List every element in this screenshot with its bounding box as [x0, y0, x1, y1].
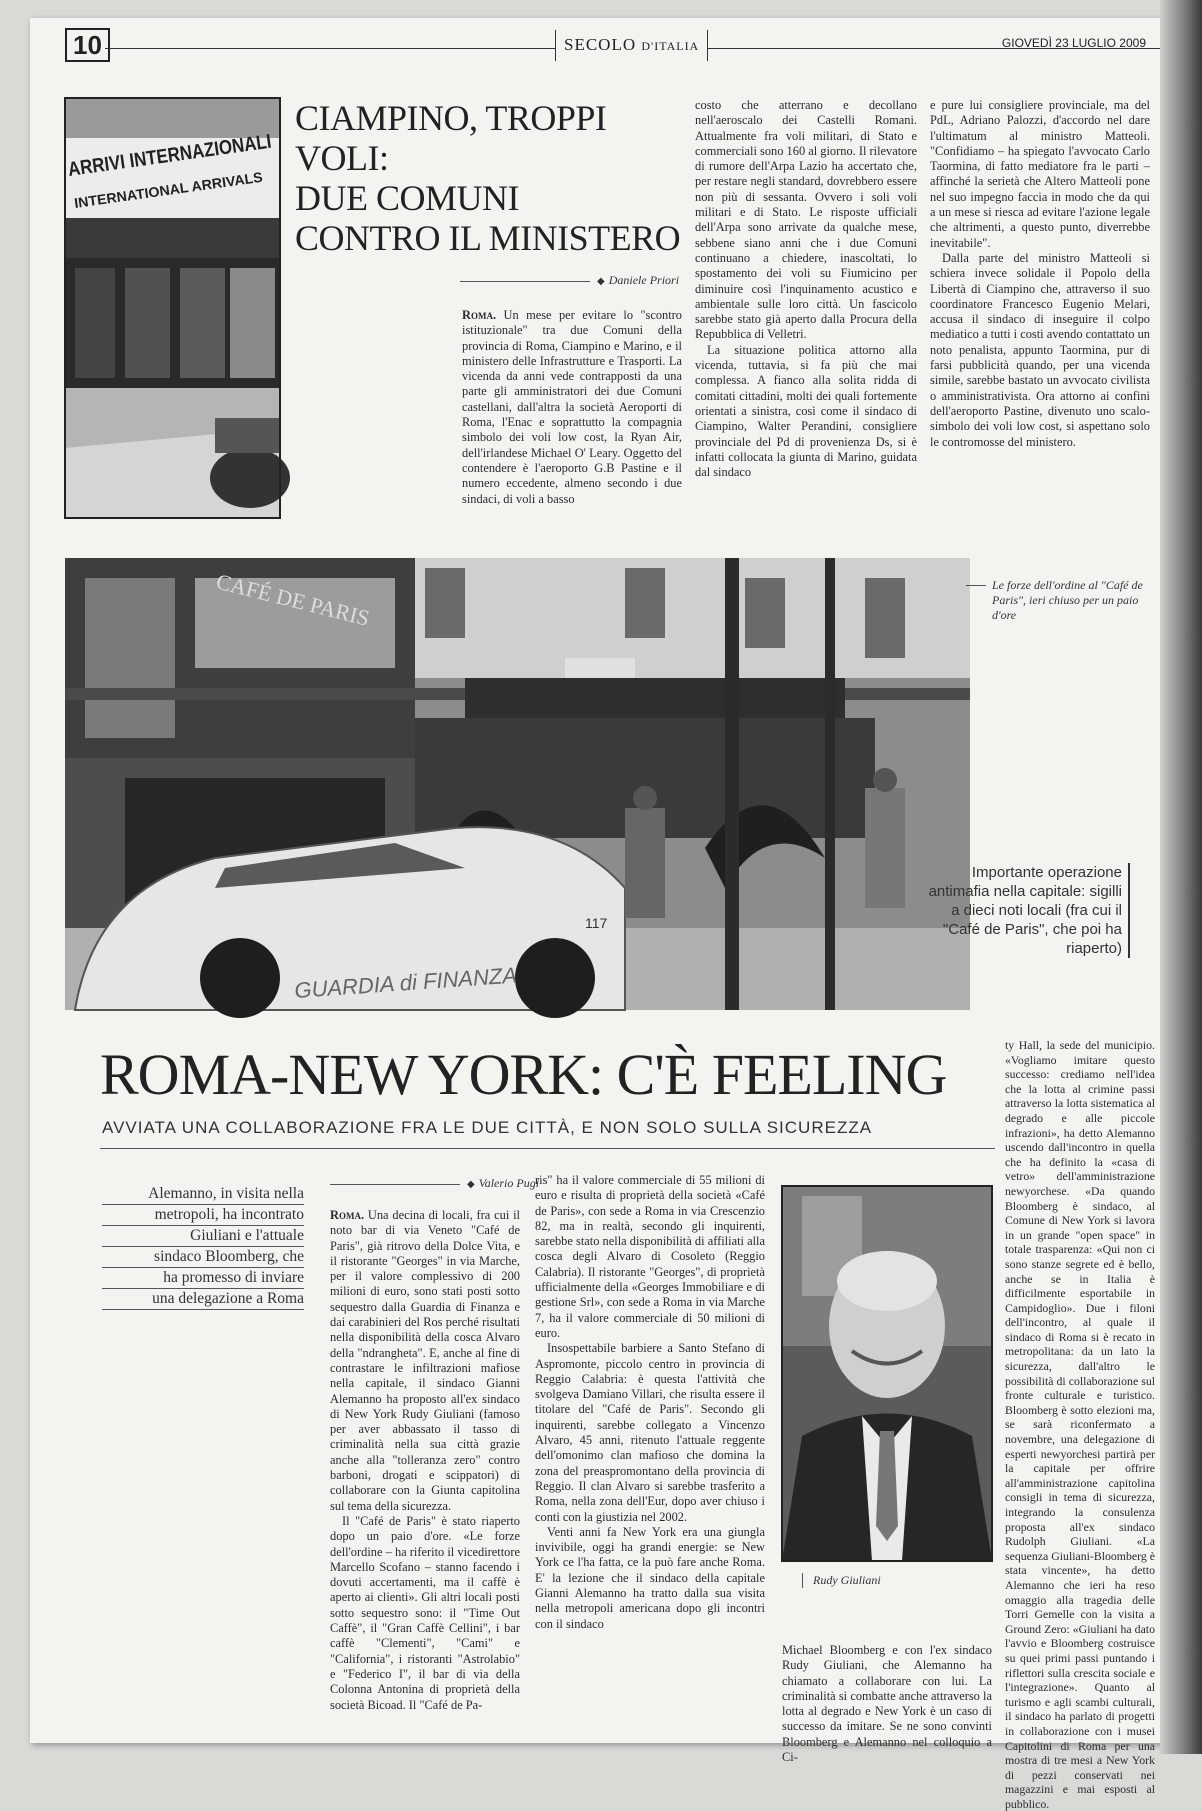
giuliani-photo	[782, 1186, 992, 1561]
article1-paragraph: La situazione politica attorno alla vicenda, tuttavia, si fa più che mai complessa. A fianco alla solita ridda di comitati cittadini, molti dei quali fortemente orientati a sinistra, così come il sindaco di Ciampino, Walter Perandini, consigliere provinciale del Pd di provenienza Ds, si è infatti collocata la giunta di Marino, guidata dal sindaco	[695, 342, 917, 480]
paper-name-suffix: D'ITALIA	[641, 39, 700, 53]
article1-author: Daniele Priori	[608, 273, 680, 287]
binding-shadow	[1160, 0, 1202, 1754]
article2-column-2	[535, 1173, 765, 1736]
article2-column-4	[1005, 1038, 1155, 1811]
pullquote-line: Giuliani e l'attuale	[102, 1226, 304, 1247]
article1-paragraph: Dalla parte del ministro Matteoli si schiera invece solidale il Popolo della Libertà di Ciampino che, attraverso il suo coordinatore Francesco Eugenio Melari, accusa il sindaco di inseguire il colpo mediatico a tutti i costi avendo contattato un noto penalista, appunto Taormina, pur di farsi pubblicità quando, per una vicenda simile, sarebbe bastato un avvocato civilista o amministrativista. Ora attorno ai confini dell'aeroporto Pastine, divenuto uno scalo-simbolo dei voli low cost, si aspettano solo le contromosse del ministero.	[930, 250, 1150, 449]
paper-name: SECOLO	[564, 35, 637, 54]
article1-paragraph: e pure lui consigliere provinciale, ma del PdL, Adriano Palozzi, d'accordo nel dare l'ultimatum al ministro Matteoli. "Confidiamo – ha spiegato l'avvocato Carlo Taormina, di fatto mediatore fra le parti – affinché la serietà che Altero Matteoli pone nel suo impegno faccia in modo che da qui a un mese si riesca ad evitare l'azione legale che altrimenti, a questo punto, diverrebbe inevitabile".	[930, 98, 1150, 250]
car-number: 117	[585, 915, 608, 931]
article2-column-3	[782, 1643, 992, 1765]
article1-paragraph: costo che atterrano e decollano nell'aeroscalo dei Castelli Romani. Attualmente fra voli militari, di Stato e commerciali sono 160 al giorno. Il rilevatore di rumore dell'Arpa Lazio ha accertato che, per restare negli standard, dovrebbero essere non più di sessanta. Ovvero i soli voli militari e di Stato. Le risposte ufficiali dell'Arpa sono arrivate da qualche mese, sebbene siano anni che i due Comuni continuano a chiedere, inascoltati, lo spostamento dei voli su Fiumicino per diminuire così l'inquinamento acustico e ambientale sulle loro città. Un fascicolo sarebbe stato già aperto dalla Procura della Repubblica di Velletri.	[695, 98, 917, 342]
article2-paragraph: Venti anni fa New York era una giungla invivibile, oggi ha grandi energie: se New York ce l'ha fatta, ce la può fare anche Roma. E' la lezione che il sindaco della capitale Gianni Alemanno ha tratto dalla sua visita nella metropoli americana dopo gli incontri con il sindaco	[535, 1524, 765, 1631]
headline-line: CONTRO IL MINISTERO	[295, 218, 681, 258]
masthead-title	[555, 30, 708, 61]
article2-column-1	[330, 1208, 520, 1736]
article1-column-1	[462, 308, 682, 518]
arrivals-sign-text: ARRIVI INTERNAZIONALI	[66, 125, 310, 181]
article1-column-3	[930, 98, 1150, 518]
newspaper-page	[30, 18, 1190, 1811]
headline-line: DUE COMUNI	[295, 178, 519, 218]
pullquote-line: Alemanno, in visita nella	[102, 1184, 304, 1205]
headline-line: CIAMPINO, TROPPI VOLI:	[295, 98, 607, 178]
page-number: 10	[65, 28, 110, 62]
giuliani-photo-caption: Rudy Giuliani	[802, 1573, 881, 1588]
article2-byline	[330, 1176, 539, 1191]
article2-paragraph: Insospettabile barbiere a Santo Stefano di Aspromonte, piccolo centro in provincia di Reggio Calabria: è questa l'attività che svolgeva Damiano Villari, che risulta essere il titolare del "Café de Paris". Secondo gli inquirenti, sarebbe collegato a Vincenzo Alvaro, 45 anni, ritenuto l'attuale reggente dell'omonimo clan mafioso che domina la zona del preaspromontano della provincia di Reggio. Il clan Alvaro si sarebbe trasferito a Roma, nella zona dell'Eur, dopo aver chiuso i conti con la giustizia nel 2002.	[535, 1341, 765, 1524]
issue-date: GIOVEDÌ 23 LUGLIO 2009	[1001, 36, 1146, 50]
car-text: GUARDIA di FINANZA	[293, 962, 518, 1003]
article1-byline	[460, 273, 679, 288]
article1-headline	[295, 98, 685, 258]
article2-text: Una decina di locali, fra cui il noto bar di via Veneto "Café de Paris", già ritrovo della Dolce Vita, e il ristorante "Georges" in via Marche, per il valore complessivo di 200 milioni di euro, sono stati posti sotto sequestro dalla Guardia di Finanza e dai carabinieri del Ros perché risultati nella disponibilità della cosca Alvaro della "ndrangheta". E, anche al fine di contrastare le infiltrazioni mafiose nella capitale, il sindaco Gianni Alemanno ha proposto all'ex sindaco di New York Rudy Giuliani (famoso per aver abbassato il tasso di criminalità nella sua città grazie anche alla "tolleranza zero" contro barboni, drogati e scippatori) di collaborare con la Giunta capitolina sul tema della sicurezza.	[330, 1208, 520, 1513]
dateline: Roma.	[462, 308, 497, 322]
pullquote-line: ha promesso di inviare	[102, 1268, 304, 1289]
pullquote-line: metropoli, ha incontrato	[102, 1205, 304, 1226]
cafe-de-paris-photo	[65, 558, 970, 1010]
article2-subhead: AVVIATA UNA COLLABORAZIONE FRA LE DUE CITTÀ, E NON SOLO SULLA SICUREZZA	[102, 1118, 873, 1137]
airport-photo	[65, 98, 310, 518]
article2-paragraph: ris" ha il valore commerciale di 55 milioni di euro e risulta di proprietà della società «Café de Paris», con sede a Roma in via Crescenzio 82, ma in realtà, secondo gli inquirenti, sarebbe stato nella disponibilità di affiliati alla cosca degli Alvaro di Cosoleto (Reggio Calabria). Il ristorante "Georges", di proprietà ufficialmente della «Georges Immobiliare e di gestione Srl», con sede a Roma in via Marche 7, ha il valore commerciale di 50 milioni di euro.	[535, 1173, 765, 1340]
pullquote-line: una delegazione a Roma	[102, 1289, 304, 1310]
article2-author: Valerio Pugi	[478, 1176, 540, 1190]
section-rule	[100, 1148, 995, 1149]
pullquote-line: sindaco Bloomberg, che	[102, 1247, 304, 1268]
international-sign-text: INTERNATIONAL ARRIVALS	[73, 169, 261, 211]
article2-headline: ROMA-NEW YORK: C'È FEELING	[100, 1042, 947, 1107]
article2-paragraph: ty Hall, la sede del municipio. «Vogliamo imitare questo successo: crediamo nell'idea che la lotta al crimine passi attraverso la lotta sistematica al degrado e alle piccole infrazioni», ha detto Alemanno uscendo dall'incontro in quella che ha definito la «casa di vetro» dell'amministrazione newyorchese. «Da quando Bloomberg è sindaco, al Comune di New York si lavora in un grande "open space" in totale trasparenza: «Qui non ci sono stanze segrete ed è bello, anche se in Italia è difficilmente esportabile in Campidoglio». Due i filoni dell'incontro, al quale il sindaco di Roma si è recato in metropolitana: da un lato la sicurezza, dall'altro le possibilità di collaborazione sul fronte culturale e turistico. Bloomberg è sotto elezioni ma, se sarà riconfermato a novembre, una delegazione di esperti newyorchesi partirà per la capitale per offrire all'amministrazione capitolina consigli in tema di sicurezza, integrando la consulenza proposta all'ex sindaco Rudolph Giuliani. «La sequenza Giuliani-Bloomberg è stata vincente», ha detto Alemanno che ieri ha reso omaggio alla tragedia delle Torri Gemelle con la visita a Ground Zero: «Giuliani ha dato l'avvio e Bloomberg costruisce su quei primi passi puntando i riflettori sulla crescita sociale e l'integrazione». Quanto al turismo e agli scambi culturali, il sindaco ha parlato di progetti in collaborazione con i musei Capitolini di Roma per una mostra di tre mesi a New York di pezzi conservati nei magazzini e mai esposti al pubblico.	[1005, 1038, 1155, 1811]
dateline: Roma.	[330, 1208, 365, 1222]
diamond-bullet: ◆	[597, 276, 605, 287]
article2-paragraph: Il "Café de Paris" è stato riaperto dopo un paio d'ore. «Le forze dell'ordine – ha riferito il vicedirettore Marcello Scofano – stanno facendo i dovuti accertamenti, ma il caffè è aperto ai clienti». Gli altri locali posti sotto sequestro sono: il "Time Out Caffè", il "Gran Caffè Cellini", i bar caffè "Clementi", "Cami" e "California", i ristoranti "Astrolabio" e "Federico I", il bar di via della Colonna Antonina di proprietà della società Bicoad. Il "Café de Pa-	[330, 1513, 520, 1712]
awning-text: CAFÉ DE PARIS	[213, 568, 373, 631]
highlight-box: Importante operazione antimafia nella capitale: sigilli a dieci noti locali (fra cui il "Café de Paris", che poi ha riaperto)	[925, 863, 1130, 958]
article2-paragraph: Michael Bloomberg e con l'ex sindaco Rudy Giuliani, che Alemanno ha chiamato a collaborare con lui. La criminalità si combatte anche attraverso la lotta al degrado e New York è un caso di successo da imitare. Se ne sono convinti Bloomberg e Alemanno nel colloquio a Ci-	[782, 1643, 992, 1765]
diamond-bullet: ◆	[467, 1179, 475, 1190]
article1-column-2	[695, 98, 917, 518]
big-photo-caption: Le forze dell'ordine al "Café de Paris", ieri chiuso per un paio d'ore	[992, 578, 1152, 623]
article1-text: Un mese per evitare lo "scontro istituzionale" tra due Comuni della provincia di Roma, Ciampino e Marino, e il ministero delle Infrastrutture e Trasporti. La vicenda da anni vede contrapposti da una parte gli amministratori dei due Comuni castellani, dall'altra la società Aeroporti di Roma, l'Enac e soprattutto la compagnia simbolo dei voli low cost, la Ryan Air, dell'irlandese Michael O' Leary. Oggetto del contendere è l'aeroporto G.B Pastine e il numero eccedente, almeno secondo i due sindaci, di voli a basso	[462, 308, 682, 506]
pullquote	[102, 1184, 304, 1310]
